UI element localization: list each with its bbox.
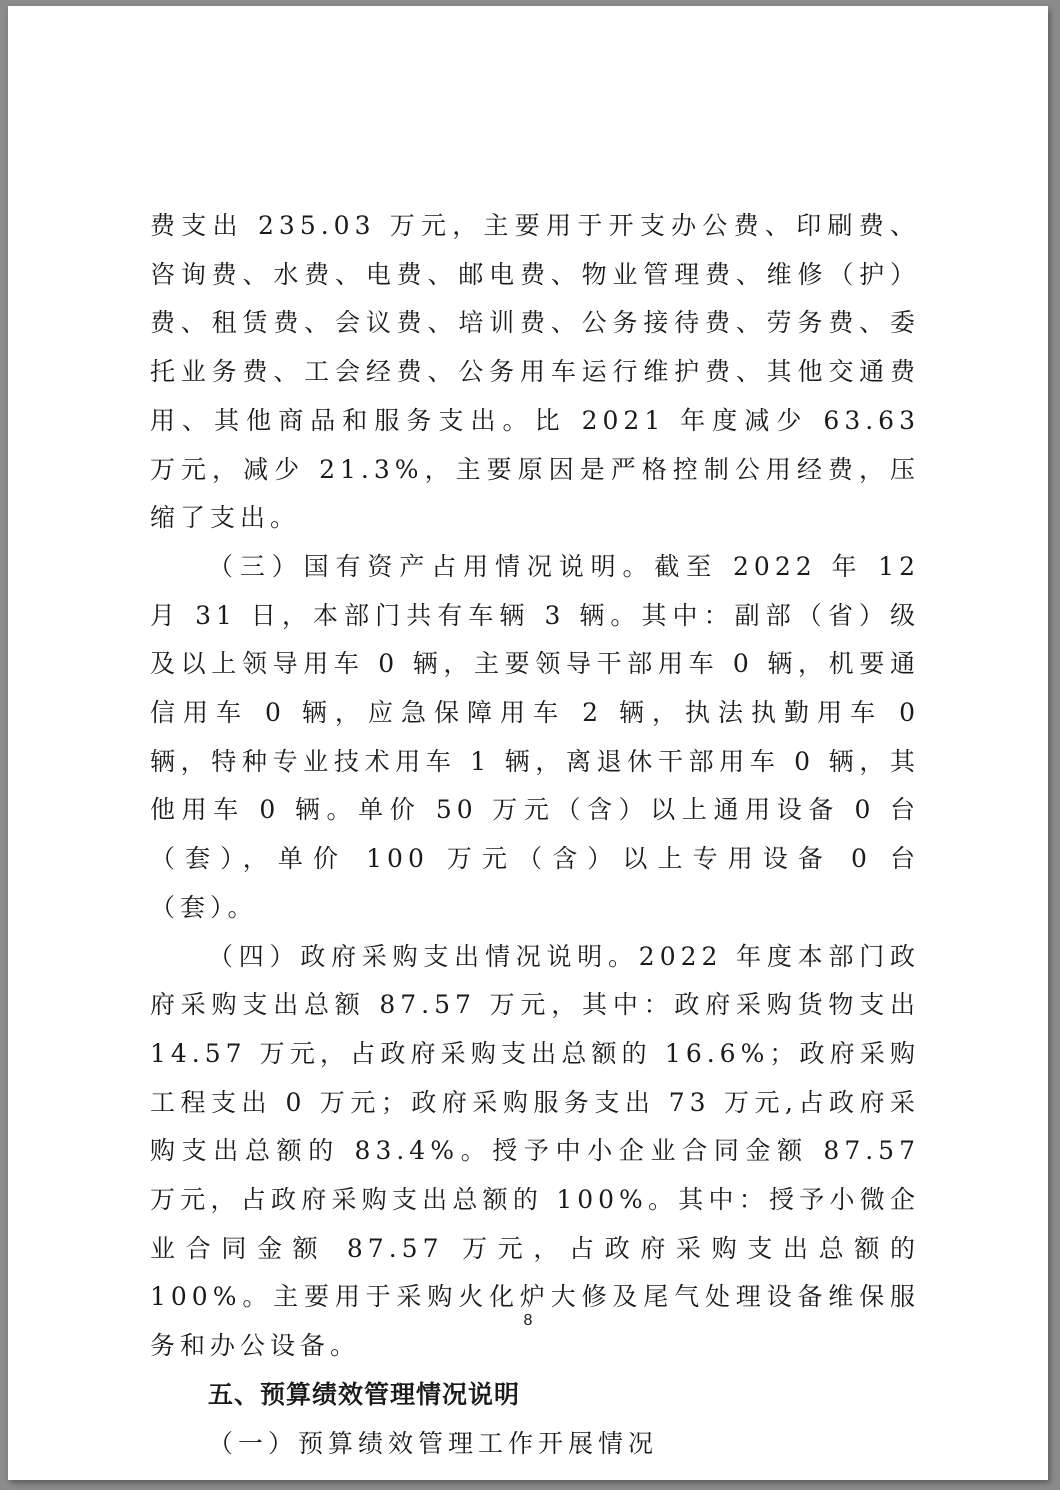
page-number: 8 xyxy=(523,1312,533,1329)
section-heading: 五、预算绩效管理情况说明 xyxy=(208,1379,521,1409)
paragraph-state-assets: （三）国有资产占用情况说明。截至 2022 年 12 月 31 日，本部门共有车辆 3 辆。其中：副部（省）级及以上领导用车 0 辆，主要领导干部用车 0 辆，机要通信用车 0 辆，应急保障用车 2 辆，执法执勤用车 0 辆，特种专业技术用车 1 辆，离退休干部用车 0 辆，其他用车 0 辆。单价 50 万元（含）以上通用设备 0 台（套），单价 100 万元（含）以上专用设备 0 台（套）。 xyxy=(150,551,920,922)
document-page xyxy=(8,6,1048,1480)
paragraph-government-procurement: （四）政府采购支出情况说明。2022 年度本部门政府采购支出总额 87.57 万元，其中：政府采购货物支出 14.57 万元，占政府采购支出总额的 16.6%；政府采购工程支出 0 万元；政府采购服务支出 73 万元,占政府采购支出总额的 83.4%。授予中小企业合同金额 87.57 万元，占政府采购支出总额的 100%。其中：授予小微企业合同金额 87.57 万元，占政府采购支出总额的 100%。主要用于采购火化炉大修及尾气处理设备维保服务和办公设备。 xyxy=(150,941,920,1361)
paragraph-public-expenses: 费支出 235.03 万元，主要用于开支办公费、印刷费、咨询费、水费、电费、邮电费、物业管理费、维修（护）费、租赁费、会议费、培训费、公务接待费、劳务费、委托业务费、工会经费、公务用车运行维护费、其他交通费用、其他商品和服务支出。比 2021 年度减少 63.63 万元，减少 21.3%，主要原因是严格控制公用经费，压缩了支出。 xyxy=(150,211,920,533)
document-body xyxy=(150,202,920,1468)
subsection-heading: （一）预算绩效管理工作开展情况 xyxy=(208,1428,659,1458)
